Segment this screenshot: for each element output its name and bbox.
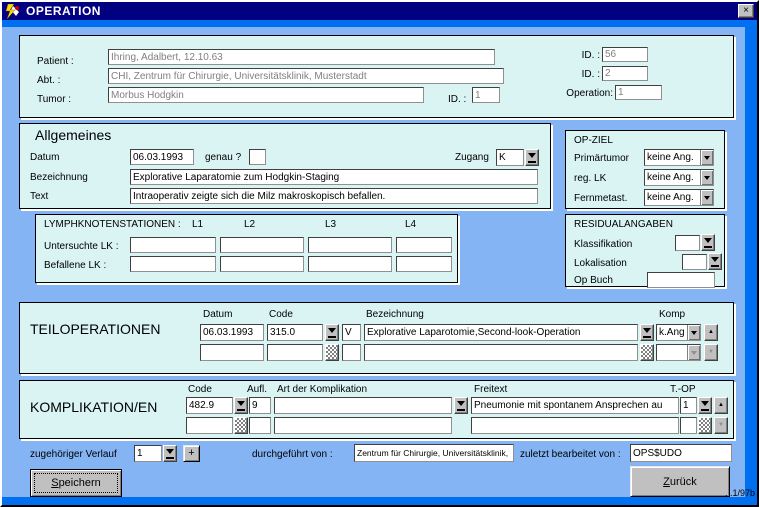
bezeichnung-input[interactable]	[130, 169, 538, 185]
teilop-code-dropdown-disabled-icon	[325, 344, 339, 361]
teilop-code-input[interactable]	[267, 324, 323, 341]
teilop-header-code: Code	[269, 309, 293, 320]
tumor-input[interactable]	[108, 87, 424, 103]
teilop-header-bezeichnung: Bezeichnung	[366, 309, 424, 320]
chevron-down-icon[interactable]	[687, 325, 700, 340]
tumor-label: Tumor :	[37, 94, 72, 105]
lymph-col-l1: L1	[192, 219, 204, 230]
bearbeitet-input[interactable]	[630, 444, 732, 462]
komp-aufl-input-2[interactable]	[249, 417, 271, 434]
teilop-bezeichnung-input-2[interactable]	[364, 344, 638, 361]
befallene-l3-input[interactable]	[308, 256, 392, 272]
komp-scroll-down-icon[interactable]: ▼	[714, 417, 728, 434]
title-bar	[2, 2, 757, 20]
teilop-komp-combo-2	[656, 344, 701, 361]
patient-label: Patient :	[37, 56, 74, 67]
komp-code-input-2[interactable]	[186, 417, 233, 434]
komp-header-freitext: Freitext	[474, 384, 508, 395]
residual-title: RESIDUALANGABEN	[574, 219, 673, 230]
befallene-l2-input[interactable]	[220, 256, 304, 272]
primaertumor-label: Primärtumor	[574, 153, 630, 164]
primaertumor-combo[interactable]: keine Ang.	[644, 149, 714, 166]
komp-top-input[interactable]	[680, 397, 697, 414]
operation-input[interactable]	[615, 85, 662, 100]
version-text: . .1/97b	[725, 488, 756, 498]
allgemeines-title: Allgemeines	[35, 127, 112, 143]
teilop-bezeichnung-dropdown-icon[interactable]	[640, 324, 654, 341]
untersuchte-l4-input[interactable]	[396, 237, 452, 253]
zugang-dropdown-icon[interactable]	[525, 149, 539, 166]
lokalisation-input[interactable]	[682, 254, 707, 270]
lymph-col-l4: L4	[405, 219, 417, 230]
teilop-datum-input-2[interactable]	[200, 344, 264, 361]
window-title: OPERATION	[26, 4, 101, 18]
untersuchte-l3-input[interactable]	[308, 237, 392, 253]
teilop-v-input[interactable]	[342, 324, 361, 341]
zugang-label: Zugang	[455, 152, 489, 163]
opbuch-input[interactable]	[647, 272, 715, 288]
teilop-header-datum: Datum	[203, 309, 233, 320]
verlauf-dropdown-icon[interactable]	[163, 445, 177, 462]
komp-top-input-2[interactable]	[680, 417, 697, 434]
komp-header-aufl: Aufl.	[247, 384, 268, 395]
klassifikation-dropdown-icon[interactable]	[701, 234, 715, 251]
app-icon	[5, 4, 21, 19]
teilop-komp-combo[interactable]: k.Ang	[656, 324, 701, 341]
teilop-v-input-2[interactable]	[342, 344, 361, 361]
komp-art-dropdown-icon[interactable]	[454, 397, 468, 414]
zugang-input[interactable]	[496, 149, 524, 166]
verlauf-label: zugehöriger Verlauf	[30, 449, 117, 460]
teilop-bezeichnung-dropdown-disabled-icon	[640, 344, 654, 361]
komp-art-input[interactable]	[274, 397, 452, 414]
fernmetast-combo[interactable]: keine Ang.	[644, 189, 714, 206]
datum-input[interactable]	[130, 149, 194, 165]
komp-code-dropdown-disabled-icon	[234, 417, 248, 434]
befallene-label: Befallene LK :	[44, 260, 107, 271]
zurueck-button[interactable]: Zurück	[630, 466, 730, 497]
lymph-col-l2: L2	[244, 219, 256, 230]
reg-lk-label: reg. LK	[574, 173, 607, 184]
teilop-scroll-down-icon[interactable]: ▼	[704, 344, 718, 361]
close-icon[interactable]: ×	[738, 4, 754, 18]
komp-header-art: Art der Komplikation	[277, 384, 368, 395]
id2-label: ID. :	[581, 69, 600, 80]
id1-label: ID. :	[581, 50, 600, 61]
text-label: Text	[30, 191, 49, 202]
fernmetast-label: Fernmetast.	[574, 193, 628, 204]
text-input[interactable]	[130, 188, 538, 204]
lymph-title: LYMPHKNOTENSTATIONEN :	[44, 219, 181, 230]
lymph-col-l3: L3	[325, 219, 337, 230]
untersuchte-l1-input[interactable]	[130, 237, 216, 253]
komp-code-dropdown-icon[interactable]	[234, 397, 248, 414]
bezeichnung-label: Bezeichnung	[30, 172, 88, 183]
genau-label: genau ?	[205, 152, 242, 163]
komp-top-dropdown-disabled-icon	[698, 417, 712, 434]
teilop-datum-input[interactable]	[200, 324, 264, 341]
komp-aufl-input[interactable]	[249, 397, 271, 414]
klassifikation-label: Klassifikation	[574, 239, 633, 250]
durchgefuehrt-input[interactable]	[354, 444, 514, 462]
abt-label: Abt. :	[37, 75, 61, 86]
komp-freitext-input[interactable]	[471, 397, 679, 414]
komp-header-code: Code	[188, 384, 212, 395]
chevron-down-icon[interactable]	[700, 150, 713, 165]
abt-input[interactable]	[108, 68, 504, 84]
reg-lk-combo[interactable]: keine Ang.	[644, 169, 714, 186]
opziel-title: OP-ZIEL	[574, 135, 613, 146]
speichern-button[interactable]: Speichern	[30, 469, 122, 497]
genau-checkbox[interactable]	[249, 149, 266, 165]
durchgefuehrt-label: durchgeführt von :	[252, 449, 333, 460]
chevron-down-icon	[687, 345, 700, 360]
lokalisation-dropdown-icon[interactable]	[708, 253, 722, 270]
id2-input[interactable]	[602, 66, 648, 81]
tumor-id-input[interactable]	[472, 87, 500, 103]
verlauf-input[interactable]	[134, 445, 162, 462]
chevron-down-icon[interactable]	[700, 170, 713, 185]
klassifikation-input[interactable]	[675, 235, 700, 251]
chevron-down-icon[interactable]	[700, 190, 713, 205]
add-verlauf-button[interactable]: +	[183, 445, 200, 462]
komp-freitext-input-2[interactable]	[471, 417, 679, 434]
id1-input[interactable]	[602, 47, 648, 62]
teilop-code-input-2[interactable]	[267, 344, 323, 361]
untersuchte-label: Untersuchte LK :	[44, 241, 119, 252]
komp-header-top: T.-OP	[670, 384, 696, 395]
teilop-bezeichnung-input[interactable]	[364, 324, 638, 341]
befallene-l1-input[interactable]	[130, 256, 216, 272]
operation-label: Operation:	[566, 88, 613, 99]
teilop-title: TEILOPERATIONEN	[30, 321, 161, 337]
tumor-id-label: ID. :	[448, 94, 467, 105]
komp-scroll-up-icon[interactable]: ▲	[714, 397, 728, 414]
befallene-l4-input[interactable]	[396, 256, 452, 272]
teilop-scroll-up-icon[interactable]: ▲	[704, 324, 718, 341]
teilop-header-komp: Komp	[659, 309, 686, 320]
komp-code-input[interactable]	[186, 397, 233, 414]
komplikation-title: KOMPLIKATION/EN	[30, 399, 158, 415]
komp-top-dropdown-icon[interactable]	[698, 397, 712, 414]
datum-label: Datum	[30, 152, 60, 163]
bearbeitet-label: zuletzt bearbeitet von :	[520, 449, 621, 460]
untersuchte-l2-input[interactable]	[220, 237, 304, 253]
opbuch-label: Op Buch	[574, 275, 613, 286]
teilop-code-dropdown-icon[interactable]	[325, 324, 339, 341]
komp-art-input-2[interactable]	[274, 417, 452, 434]
patient-input[interactable]	[108, 49, 495, 65]
lokalisation-label: Lokalisation	[574, 258, 627, 269]
